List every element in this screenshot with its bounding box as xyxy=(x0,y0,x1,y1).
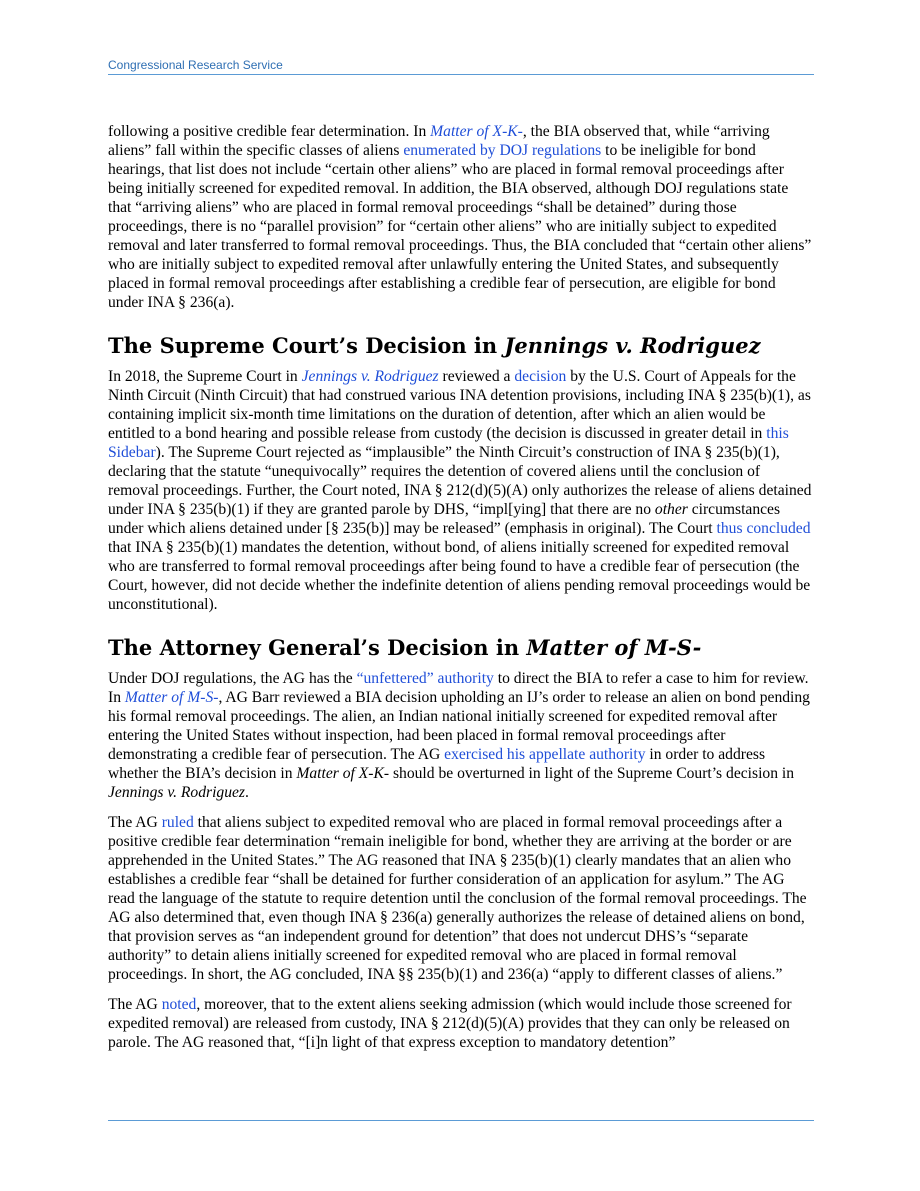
text: should be overturned in light of the Supreme Court’s decision in xyxy=(389,765,795,782)
text: that aliens subject to expedited removal who are placed in formal removal proceedings after a positive credible fear determination “remain ineligible for bond, whether they are arriving at the border or are apprehended in the United States.” The AG reasoned that INA § 235(b)(1) clearly mandates that an alien who establishes a credible fear “shall be detained for further consideration of an application for asylum.” The AG read the language of the statute to require detention until the conclusion of the formal removal proceedings. The AG also determined that, even though INA § 236(a) generally authorizes the release of detained aliens on bond, that provision serves as “an independent ground for detention” that does not undercut DHS’s “separate authority” to detain aliens initially screened for expedited removal who are placed in formal removal proceedings. In short, the AG concluded, INA §§ 235(b)(1) and 236(a) “apply to different classes of aliens.” xyxy=(108,814,807,983)
text: by the U.S. Court of Appeals for the Ninth Circuit (Ninth Circuit) that had construed various INA detention provisions, including INA § 235(b)(1), as containing implicit six-month time limitations on the duration of detention, after which an alien would be entitled to a bond hearing and possible release from custody (the decision is discussed in greater detail in xyxy=(108,368,811,442)
text: The AG xyxy=(108,814,162,831)
heading-italic: Matter of M-S- xyxy=(526,635,702,660)
link-matter-of-xk[interactable] xyxy=(430,123,523,140)
text: , AG Barr reviewed a BIA decision upholding an IJ’s order to release an alien on bond pending his formal removal proceedings. The alien, an Indian national initially screened for expedited removal after entering the United States without inspection, had been placed in formal removal proceedings after demonstrating a credible fear of persecution. The AG xyxy=(108,689,810,763)
running-header: Congressional Research Service xyxy=(108,58,814,75)
link-jennings-v-rodriguez[interactable] xyxy=(302,368,439,385)
heading-jennings xyxy=(108,333,814,359)
paragraph-ag-ruling xyxy=(108,813,814,984)
footer-rule xyxy=(108,1120,814,1121)
text: ). The Supreme Court rejected as “implausible” the Ninth Circuit’s construction of INA § 235(b)(1), declaring that the statute “unequivocally” requires the detention of covered aliens until the conclusion of removal proceedings. Further, the Court noted, INA § 212(d)(5)(A) only authorizes the release of aliens detained under INA § 235(b)(1) if they are granted parole by DHS, “impl[ying] that there are no xyxy=(108,444,812,518)
paragraph-xk-analysis xyxy=(108,122,814,312)
text: , moreover, that to the extent aliens seeking admission (which would include those screened for expedited removal) are released from custody, INA § 212(d)(5)(A) provides that they can only be released on parole. The AG reasoned that, “[i]n light of that express exception to mandatory detention” xyxy=(108,996,792,1051)
heading-text: The Supreme Court’s Decision in xyxy=(108,333,505,358)
text: Under DOJ regulations, the AG has the xyxy=(108,670,357,687)
paragraph-ag-review xyxy=(108,669,814,802)
text: In 2018, the Supreme Court in xyxy=(108,368,302,385)
case-name: Matter of X-K- xyxy=(296,765,390,782)
text: , the BIA observed that, while “arriving aliens” fall within the specific classes of aliens xyxy=(108,123,770,159)
text: to direct the BIA to refer a case to him for review. In xyxy=(108,670,809,706)
document-body xyxy=(108,122,814,1063)
text: reviewed a xyxy=(438,368,515,385)
link-this-sidebar[interactable]: this Sidebar xyxy=(108,425,789,461)
link-unfettered-authority[interactable]: “unfettered” authority xyxy=(356,670,494,687)
text: . xyxy=(245,784,249,801)
emphasis: other xyxy=(654,501,688,518)
text: in order to address whether the BIA’s decision in xyxy=(108,746,766,782)
link-decision[interactable]: decision xyxy=(514,368,567,385)
link-thus-concluded[interactable]: thus concluded xyxy=(716,520,811,537)
link-noted[interactable]: noted xyxy=(161,996,197,1013)
link-appellate-authority[interactable]: exercised his appellate authority xyxy=(444,746,646,763)
text: The AG xyxy=(108,996,162,1013)
link-text: Matter of X-K- xyxy=(430,123,523,140)
link-ruled[interactable]: ruled xyxy=(161,814,194,831)
text: that INA § 235(b)(1) mandates the detention, without bond, of aliens initially screened for expedited removal who are transferred to formal removal proceedings after being found to have a credible fear of persecution (the Court, however, did not decide whether the indefinite detention of aliens pending removal proceedings would be unconstitutional). xyxy=(108,539,811,613)
heading-matter-of-ms xyxy=(108,635,814,661)
link-text: Jennings v. Rodriguez xyxy=(301,368,439,385)
heading-text: The Attorney General’s Decision in xyxy=(108,635,527,660)
case-name: Jennings v. Rodriguez xyxy=(108,784,245,801)
paragraph-jennings xyxy=(108,367,814,614)
text: circumstances under which aliens detained under [§ 235(b)] may be released” (emphasis in original). The Court xyxy=(108,501,781,537)
link-doj-regulations[interactable]: enumerated by DOJ regulations xyxy=(403,142,602,159)
link-matter-of-ms[interactable] xyxy=(125,689,219,706)
text: following a positive credible fear determination. In xyxy=(108,123,431,140)
text: to be ineligible for bond hearings, that list does not include “certain other aliens” who are placed in formal removal proceedings after being initially screened for expedited removal. In addition, the BIA observed, although DOJ regulations state that “arriving aliens” who are placed in formal removal proceedings “shall be detained” during those proceedings, there is no “parallel provision” for “certain other aliens” who are initially subject to expedited removal and later transferred to formal removal proceedings. Thus, the BIA concluded that “certain other aliens” who are initially subject to expedited removal after unlawfully entering the United States, and subsequently placed in formal removal proceedings after establishing a credible fear of persecution, are eligible for bond under INA § 236(a). xyxy=(108,142,812,311)
heading-italic: Jennings v. Rodriguez xyxy=(504,333,761,358)
paragraph-ag-noted xyxy=(108,995,814,1052)
link-text: Matter of M-S- xyxy=(124,689,219,706)
